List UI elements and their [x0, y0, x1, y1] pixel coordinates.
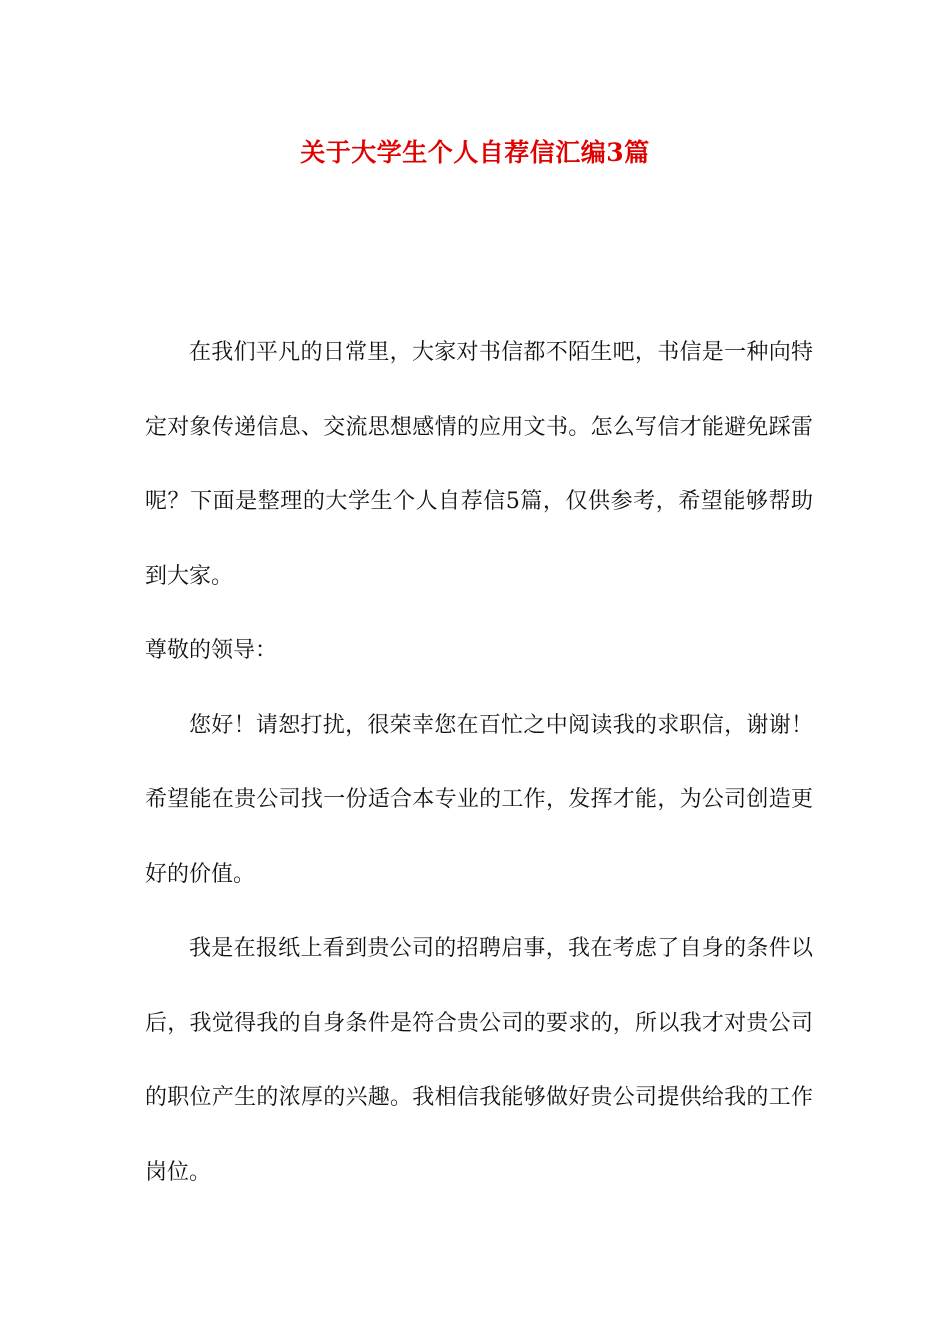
document-title: 关于大学生个人自荐信汇编3篇 [300, 138, 650, 167]
document-body [145, 316, 813, 1210]
greeting-paragraph: 您好！请恕打扰，很荣幸您在百忙之中阅读我的求职信，谢谢！希望能在贵公司找一份适合本专业的工作，发挥才能，为公司创造更好的价值。 [145, 712, 813, 887]
intro-paragraph: 在我们平凡的日常里，大家对书信都不陌生吧，书信是一种向特定对象传递信息、交流思想感情的应用文书。怎么写信才能避免踩雷呢？下面是整理的大学生个人自荐信5篇，仅供参考，希望能够帮助到大家。 [145, 340, 813, 589]
body-paragraph: 我是在报纸上看到贵公司的招聘启事，我在考虑了自身的条件以后，我觉得我的自身条件是符合贵公司的要求的，所以我才对贵公司的职位产生的浓厚的兴趣。我相信我能够做好贵公司提供给我的工作岗位。 [145, 936, 813, 1185]
salutation: 尊敬的领导： [145, 638, 278, 663]
